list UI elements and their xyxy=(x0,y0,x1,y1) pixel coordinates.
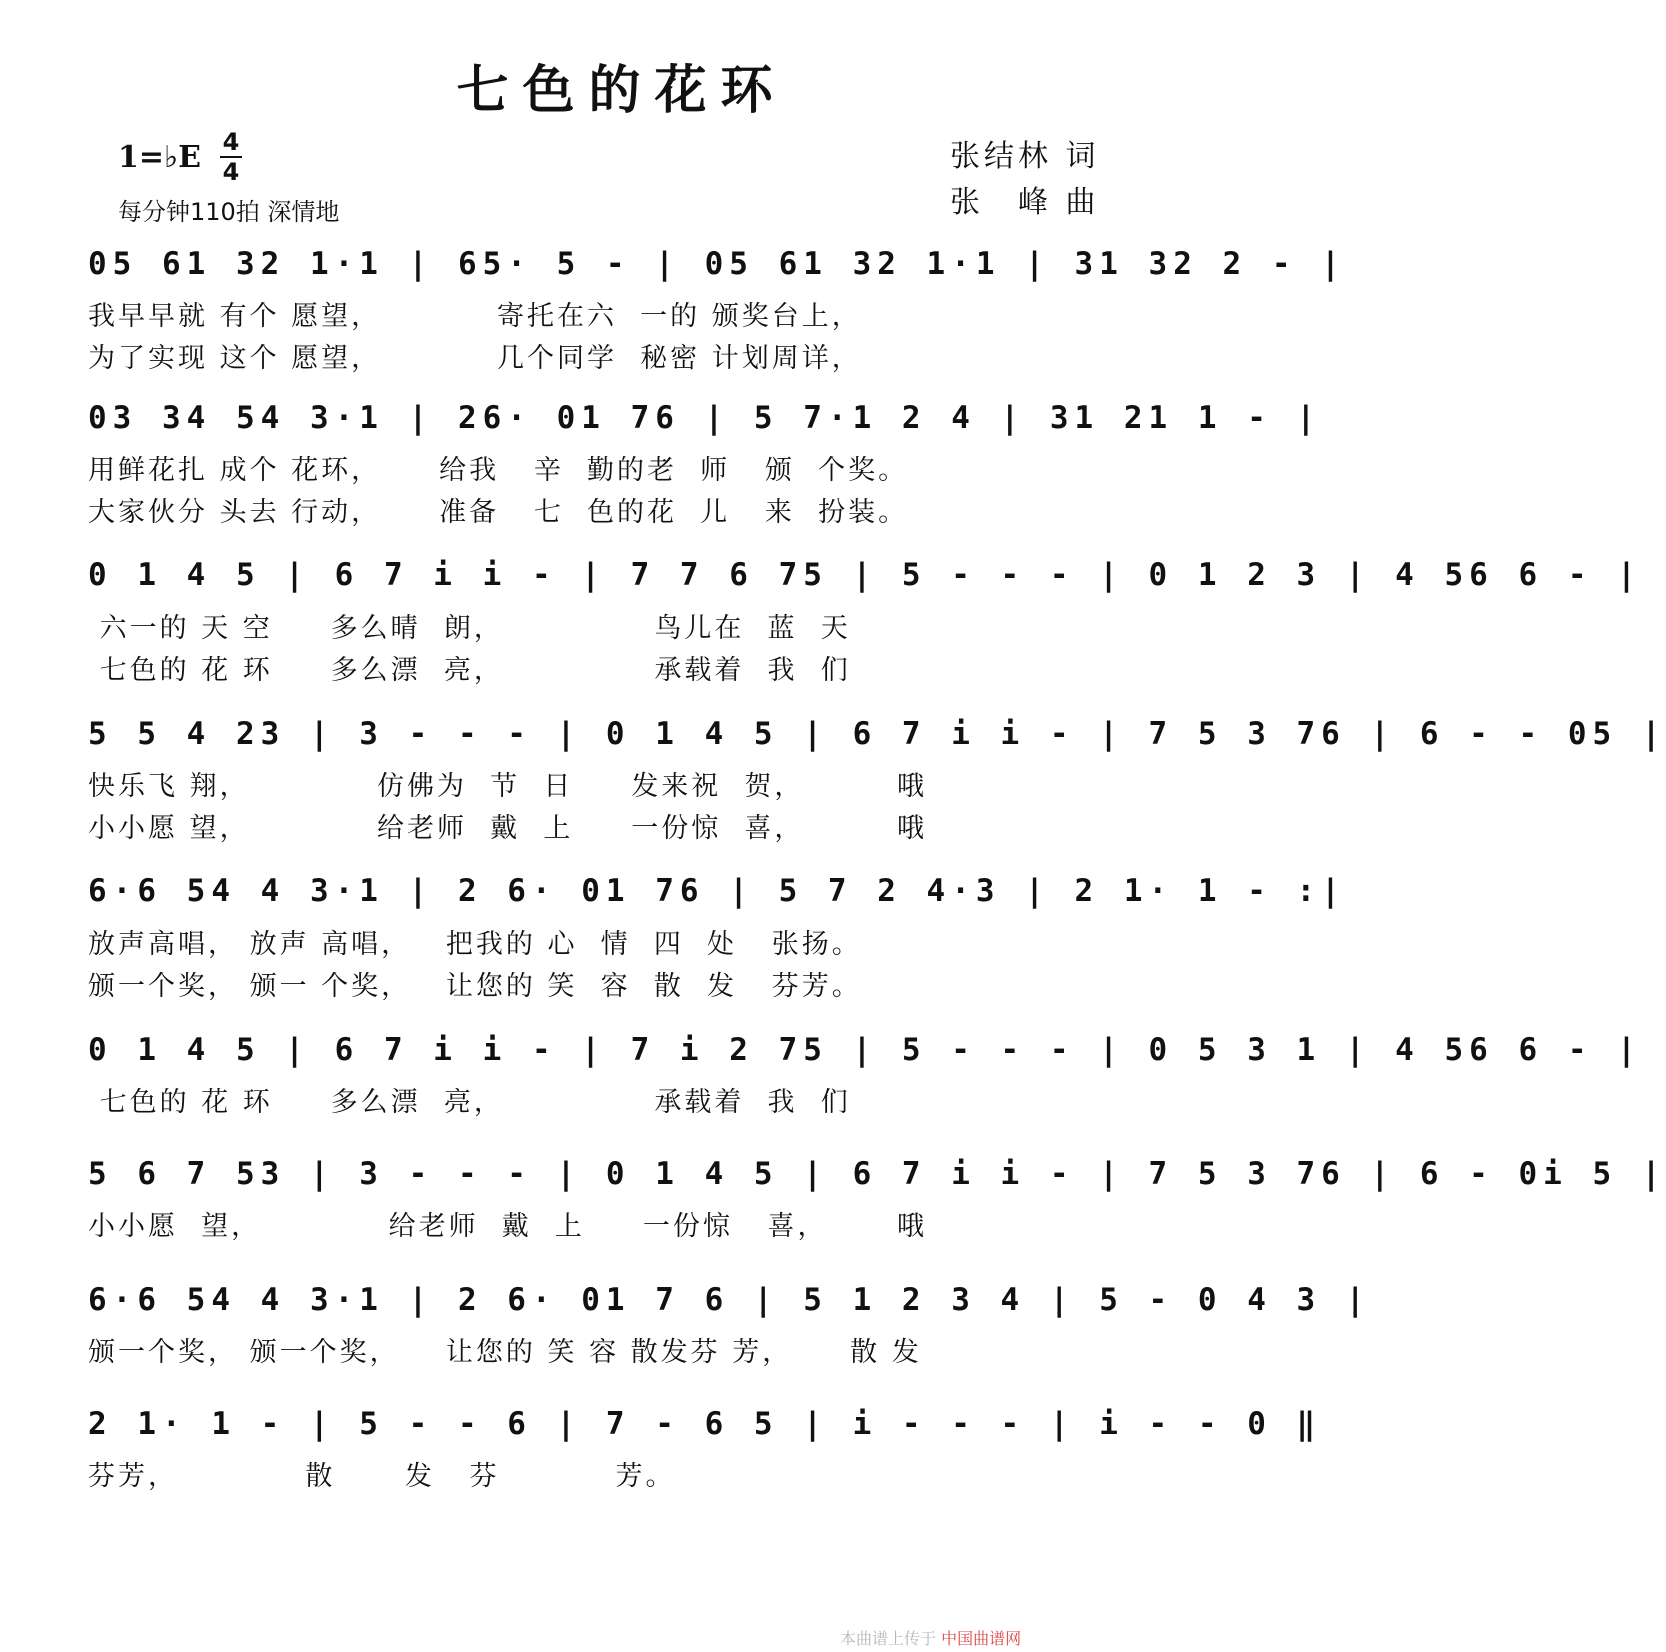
lyric-line: 七色的 花 环 多么漂 亮， 承载着 我 们 xyxy=(88,1087,851,1118)
notation-row-2 xyxy=(88,400,1322,440)
lyric-line: 用鲜花扎 成个 花环， 给我 辛 勤的老 师 颁 个奖。 xyxy=(88,455,909,486)
lyricist-credit: 张结林 词 xyxy=(950,139,1100,174)
lyric-line: 颁一个奖， 颁一个奖， 让您的 笑 容 散发芬 芳， 散 发 xyxy=(88,1337,922,1368)
credits xyxy=(950,134,1100,226)
notation-row-5 xyxy=(88,873,1346,913)
notes: 03 34 54 3·1 | 26· 01 76 | 5 7·1 2 4 | 31 21 1 - | xyxy=(88,400,1322,436)
lyric-line: 大家伙分 头去 行动， 准备 七 色的花 儿 来 扮装。 xyxy=(88,497,909,528)
time-signature xyxy=(218,128,244,186)
lyric-line: 芬芳， 散 发 芬 芳。 xyxy=(88,1461,676,1492)
notes: 5 5 4 23 | 3 - - - | 0 1 4 5 | 6 7 i i - | 7 5 3 76 | 6 - - 05 | xyxy=(88,716,1666,752)
notes: 0 1 4 5 | 6 7 i i - | 7 7 6 75 | 5 - - - | 0 1 2 3 | 4 56 6 - | xyxy=(88,557,1642,593)
time-signature-top: 4 xyxy=(222,128,240,156)
watermark xyxy=(840,1626,1021,1649)
song-title: 七色的花环 xyxy=(456,60,787,121)
notes: 5 6 7 53 | 3 - - - | 0 1 4 5 | 6 7 i i - | 7 5 3 76 | 6 - 0i 5 | xyxy=(88,1156,1666,1192)
lyric-line: 六一的 天 空 多么晴 朗， 鸟儿在 蓝 天 xyxy=(88,613,851,644)
watermark-site: 中国曲谱网 xyxy=(941,1629,1022,1648)
watermark-prefix: 本曲谱上传于 xyxy=(840,1629,937,1648)
notation-row-9 xyxy=(88,1406,1322,1446)
composer-credit: 张 峰 曲 xyxy=(950,185,1100,220)
notes: 0 1 4 5 | 6 7 i i - | 7 i 2 75 | 5 - - - | 0 5 3 1 | 4 56 6 - | xyxy=(88,1032,1642,1068)
notes: 2 1· 1 - | 5 - - 6 | 7 - 6 5 | i - - - | i - - 0 ‖ xyxy=(88,1406,1322,1442)
lyric-line: 颁一个奖， 颁一 个奖， 让您的 笑 容 散 发 芬芳。 xyxy=(88,971,862,1002)
lyric-line: 放声高唱， 放声 高唱， 把我的 心 情 四 处 张扬。 xyxy=(88,929,862,960)
lyric-line: 小小愿 望， 给老师 戴 上 一份惊 喜， 哦 xyxy=(88,813,928,844)
notation-row-7 xyxy=(88,1156,1666,1196)
notation-row-1 xyxy=(88,246,1346,286)
notation-row-4 xyxy=(88,716,1666,756)
lyric-line: 我早早就 有个 愿望， 寄托在六 一的 颁奖台上， xyxy=(88,301,862,332)
time-signature-bottom: 4 xyxy=(222,158,240,186)
lyric-line: 快乐飞 翔， 仿佛为 节 日 发来祝 贺， 哦 xyxy=(88,771,928,802)
notation-row-6 xyxy=(88,1032,1642,1072)
lyric-line: 七色的 花 环 多么漂 亮， 承载着 我 们 xyxy=(88,655,851,686)
notes: 6·6 54 4 3·1 | 2 6· 01 76 | 5 7 2 4·3 | 2 1· 1 - :| xyxy=(88,873,1346,909)
notes: 05 61 32 1·1 | 65· 5 - | 05 61 32 1·1 | 31 32 2 - | xyxy=(88,246,1346,282)
tempo-marking: 每分钟110拍 深情地 xyxy=(118,198,340,226)
lyric-line: 小小愿 望， 给老师 戴 上 一份惊 喜， 哦 xyxy=(88,1211,928,1242)
lyric-line: 为了实现 这个 愿望， 几个同学 秘密 计划周详， xyxy=(88,343,862,374)
notation-row-8 xyxy=(88,1282,1371,1322)
notes: 6·6 54 4 3·1 | 2 6· 01 7 6 | 5 1 2 3 4 | 5 - 0 4 3 | xyxy=(88,1282,1371,1318)
notation-row-3 xyxy=(88,557,1642,597)
key-signature: 1=♭E xyxy=(118,140,202,175)
